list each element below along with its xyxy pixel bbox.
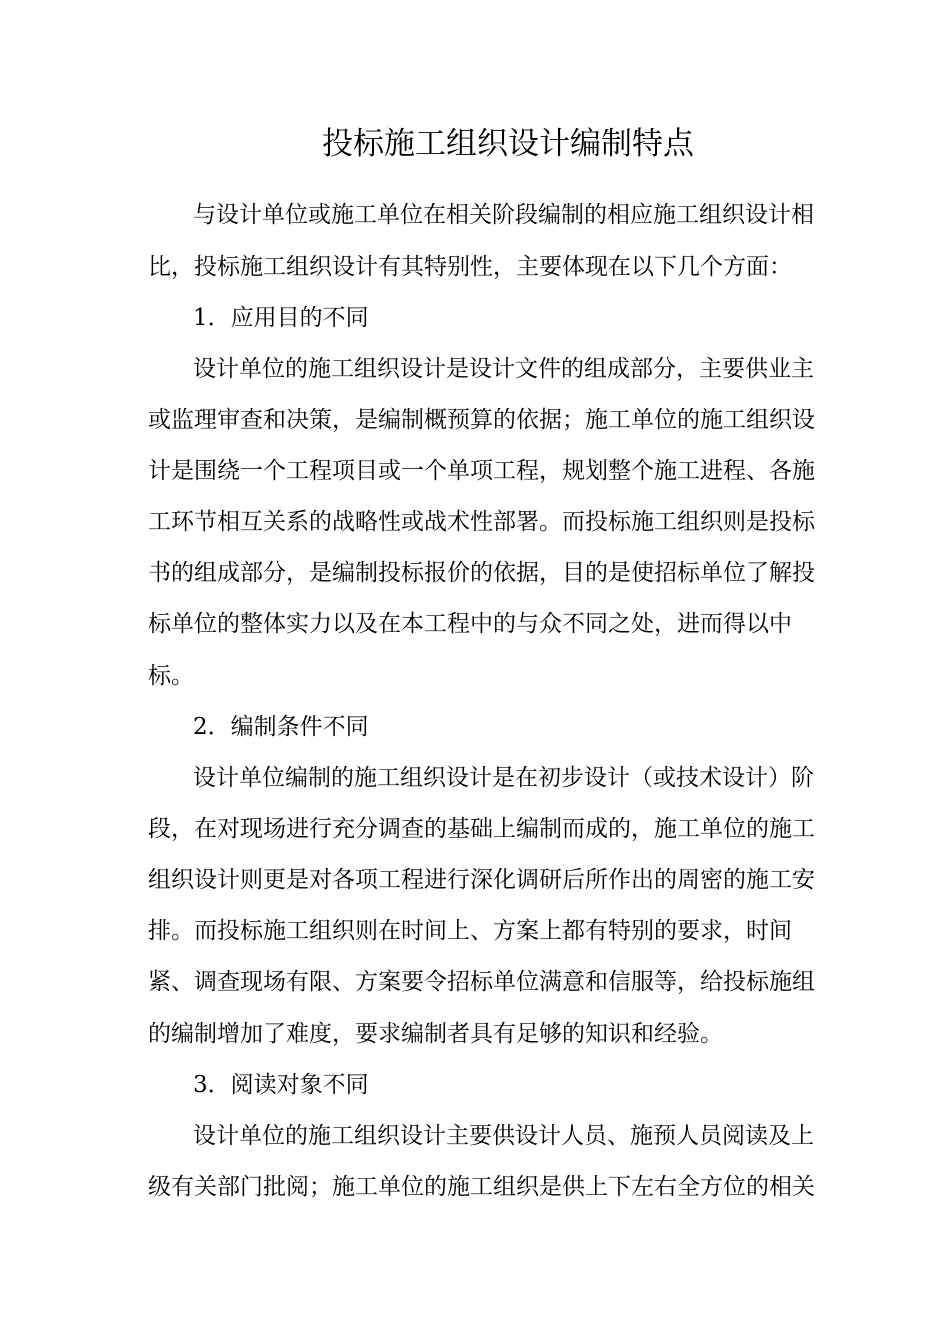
paragraph-line: 排。而投标施工组织则在时间上、方案上都有特别的要求，时间: [148, 918, 792, 944]
paragraph-line: 设计单位的施工组织设计是设计文件的组成部分，主要供业主: [193, 356, 814, 382]
paragraph-line: 段，在对现场进行充分调查的基础上编制而成的，施工单位的施工: [148, 816, 815, 842]
section-heading: 1．应用目的不同: [193, 305, 369, 331]
paragraph-line: 比，投标施工组织设计有其特别性，主要体现在以下几个方面：: [148, 254, 792, 280]
paragraph-line: 工环节相互关系的战略性或战术性部署。而投标施工组织则是投标: [148, 509, 815, 535]
document-title: 投标施工组织设计编制特点: [322, 126, 694, 162]
section-heading: 2．编制条件不同: [193, 714, 369, 740]
paragraph-line: 或监理审查和决策，是编制概预算的依据；施工单位的施工组织设: [148, 407, 815, 433]
paragraph-line: 紧、调查现场有限、方案要令招标单位满意和信服等，给投标施组: [148, 969, 815, 995]
paragraph-line: 计是围绕一个工程项目或一个单项工程，规划整个施工进程、各施: [148, 458, 815, 484]
paragraph-line: 书的组成部分，是编制投标报价的依据，目的是使招标单位了解投: [148, 560, 815, 586]
paragraph-line: 级有关部门批阅；施工单位的施工组织是供上下左右全方位的相关: [148, 1174, 815, 1200]
paragraph-line: 的编制增加了难度，要求编制者具有足够的知识和经验。: [148, 1021, 723, 1047]
paragraph-line: 标单位的整体实力以及在本工程中的与众不同之处，进而得以中: [148, 611, 792, 637]
paragraph-line: 设计单位编制的施工组织设计是在初步设计（或技术设计）阶: [193, 765, 814, 791]
paragraph-line: 与设计单位或施工单位在相关阶段编制的相应施工组织设计相: [193, 202, 814, 228]
paragraph-line: 组织设计则更是对各项工程进行深化调研后所作出的周密的施工安: [148, 867, 815, 893]
paragraph-line: 标。: [148, 663, 194, 689]
paragraph-line: 设计单位的施工组织设计主要供设计人员、施预人员阅读及上: [193, 1123, 814, 1149]
section-heading: 3．阅读对象不同: [193, 1072, 369, 1098]
